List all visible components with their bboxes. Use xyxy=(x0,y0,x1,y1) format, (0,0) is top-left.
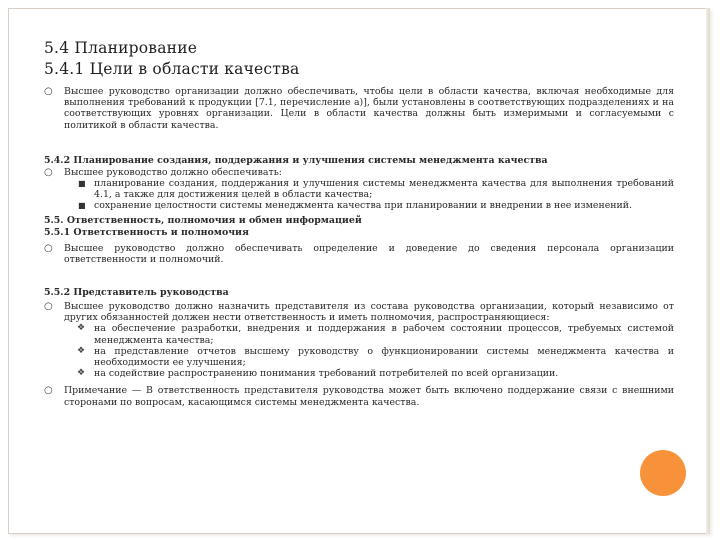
list-item xyxy=(44,385,674,407)
ring-bullet-icon: ○ xyxy=(44,166,53,178)
subsection-title: 5.4.1 Цели в области качества xyxy=(44,60,300,78)
slide-right-shadow xyxy=(706,8,710,534)
heading-responsibility: 5.5. Ответственность, полномочия и обмен информацией xyxy=(44,214,362,226)
paragraph-responsibility: Высшее руководство должно обеспечивать определение и доведение до сведения персонала организации ответственности и полномочий. xyxy=(64,242,674,265)
diamond-bullet-icon: ❖ xyxy=(77,345,86,356)
paragraph-note: Примечание — В ответственность представителя руководства может быть включено поддержание связи с внешними сторонами по вопросам, касающимся системы менеджмента качества. xyxy=(64,385,674,408)
representative-item-2: на представление отчетов высшему руководству о функционировании системы менеджмента качества и необходимости ее улучшения; xyxy=(94,345,674,369)
list-item xyxy=(44,243,674,265)
ring-bullet-icon: ○ xyxy=(44,86,53,97)
decorative-orange-circle xyxy=(640,450,686,496)
paragraph-goals: Высшее руководство организации должно обеспечивать, чтобы цели в области качества, включая необходимые для выполнения требований к продукции [7.1, перечисление а)], были установлены в соответствующих подразделениях и на соответствующих уровнях организации. Цели в области качества должны быть измеримыми и согласуемыми с политикой в области качества. xyxy=(64,86,674,131)
diamond-bullet-icon: ❖ xyxy=(77,323,86,334)
ring-bullet-icon: ○ xyxy=(44,242,53,254)
section-title: 5.4 Планирование xyxy=(44,39,198,57)
sub-list-item xyxy=(44,178,674,200)
paragraph-planning-intro: Высшее руководство должно обеспечивать: xyxy=(64,166,282,178)
paragraph-representative: Высшее руководство должно назначить представителя из состава руководства организации, который независимо от других обязанностей должен нести ответственность и иметь полномочия, распространяющиеся: xyxy=(64,301,674,324)
square-bullet-icon: ■ xyxy=(78,179,86,189)
heading-responsibility-authority: 5.5.1 Ответственность и полномочия xyxy=(44,226,249,238)
list-item xyxy=(44,167,674,178)
list-item xyxy=(44,86,674,131)
slide-content xyxy=(44,38,674,408)
planning-item-1: планирование создания, поддержания и улучшения системы менеджмента качества для выполнения требований 4.1, а также для достижения целей в области качества; xyxy=(94,178,674,201)
heading-planning: 5.4.2 Планирование создания, поддержания и улучшения системы менеджмента качества xyxy=(44,154,548,166)
diamond-bullet-icon: ❖ xyxy=(77,368,86,379)
sub-list-item xyxy=(44,346,674,368)
ring-bullet-icon: ○ xyxy=(44,301,53,313)
sub-list-item xyxy=(44,368,674,379)
representative-item-1: на обеспечение разработки, внедрения и поддержания в рабочем состоянии процессов, требуемых системой менеджмента качества; xyxy=(94,323,674,346)
heading-representative: 5.5.2 Представитель руководства xyxy=(44,287,229,299)
representative-item-3: на содействие распространению понимания требований потребителей по всей организации. xyxy=(94,368,559,380)
sub-list-item xyxy=(44,200,674,211)
square-bullet-icon: ■ xyxy=(78,201,86,211)
ring-bullet-icon: ○ xyxy=(44,385,53,397)
planning-item-2: сохранение целостности системы менеджмента качества при планировании и внедрении в нее изменений. xyxy=(94,200,633,212)
list-item xyxy=(44,301,674,323)
sub-list-item xyxy=(44,323,674,345)
